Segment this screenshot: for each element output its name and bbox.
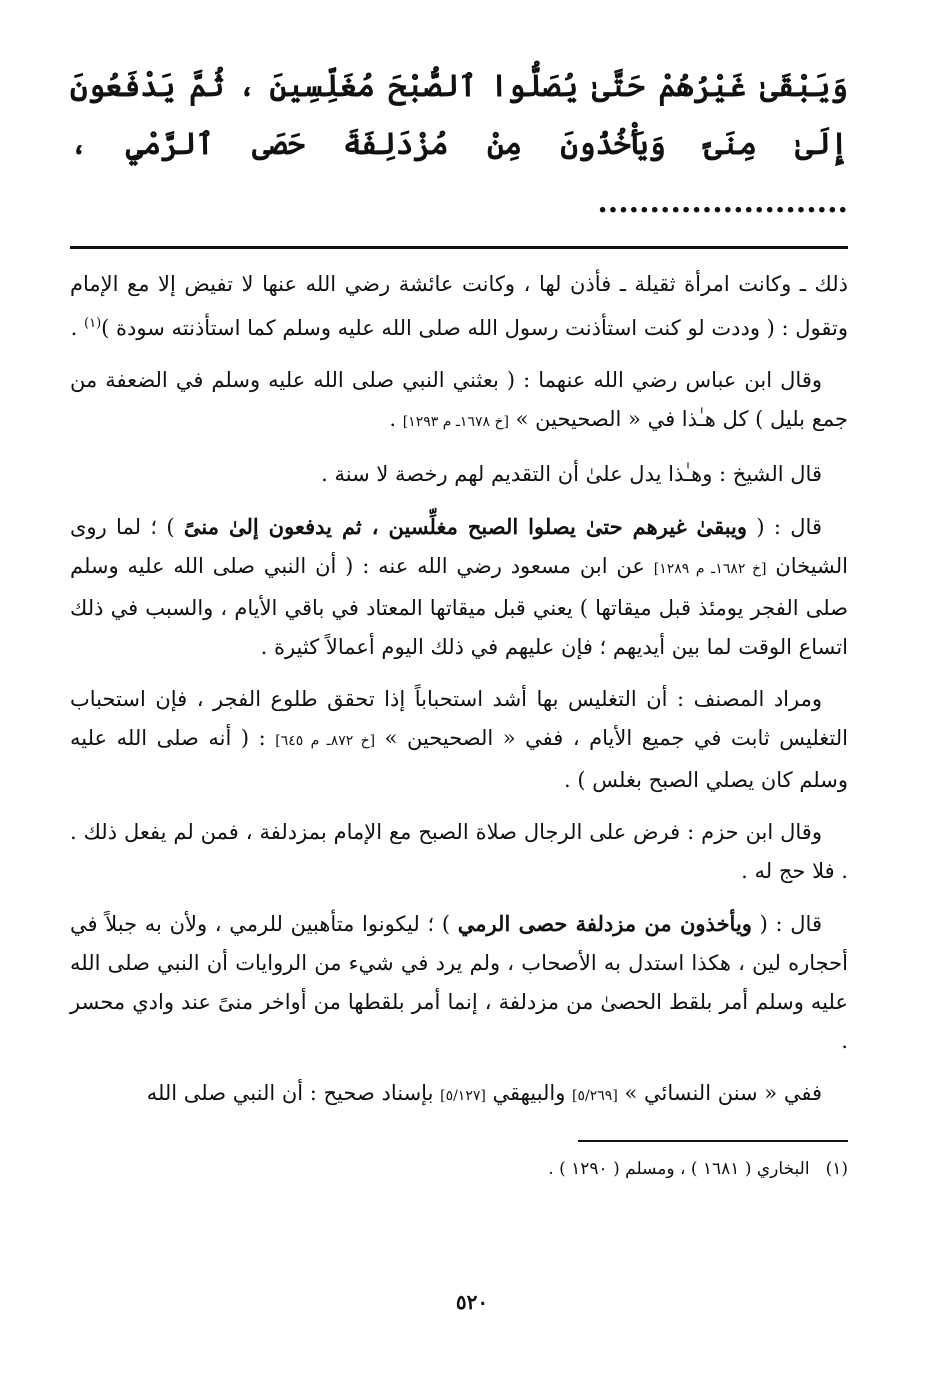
paragraph-2-text: وقال ابن عباس رضي الله عنهما : ( بعثني النبي صلى الله عليه وسلم في الضعفة من جمع بليل ) كل هـٰذا في « الصحيحين » xyxy=(70,368,848,431)
paragraph-3 xyxy=(70,455,848,494)
hadith-reference: [خ ١٦٨٢ـ م ١٢٨٩] xyxy=(653,561,767,577)
paragraph-4-end: عن ابن مسعود رضي الله عنه : ( أن النبي صلى الله عليه وسلم صلى الفجر يومئذ قبل ميقاتها ) يعني قبل ميقاتها المعتاد في باقي الأيام ، والسبب في ذلك اتساع الوقت لما بين أيديهم ؛ فإن عليهم في ذلك اليوم أعمالاً كثيرة . xyxy=(70,554,848,659)
paragraph-7-end: ) ؛ ليكونوا متأهبين للرمي ، ولأن به جبلاً في أحجاره لين ، هكذا استدل به الأصحاب ، ولم يرد في شيء من الروايات أن النبي صلى الله عليه وسلم أمر بلقط الحصىٰ من مزدلفة ، إنما أمر بلقطها من أواخر منىً عند وادي محسر . xyxy=(70,912,848,1053)
paragraph-8 xyxy=(70,1074,848,1116)
matn-dots: ........................ xyxy=(597,185,848,220)
paragraph-5 xyxy=(70,680,848,800)
paragraph-7 xyxy=(70,904,848,1061)
paragraph-4-text: قال : ( xyxy=(747,515,822,539)
paragraph-8-text: ففي « سنن النسائي » xyxy=(617,1081,822,1105)
hadith-reference: [خ ٨٧٢ـ م ٦٤٥] xyxy=(275,733,376,749)
hadith-reference: [خ ١٦٧٨ـ م ١٢٩٣] xyxy=(402,414,509,430)
paragraph-8-end: بإسناد صحيح : أن النبي صلى الله xyxy=(146,1081,441,1105)
hadith-reference: [٥/١٢٧] xyxy=(440,1088,486,1104)
footnote xyxy=(70,1154,848,1184)
matn-line: وَيَبْقَىٰ غَيْرُهُمْ حَتَّىٰ يُصَلُّوا ٱلصُّبْحَ مُغَلِّسِينَ ، ثُمَّ يَدْفَعُونَ إِلَىٰ مِنَىً وَيَأْخُذُونَ مِنْ مُزْدَلِفَةَ حَصَى ٱلرَّمْيِ ، xyxy=(70,69,848,162)
footnote-number: (١) xyxy=(825,1159,848,1179)
matn-text xyxy=(70,58,848,232)
paragraph-1-end: . xyxy=(70,316,85,340)
footnote-text: البخاري ( ١٦٨١ ) ، ومسلم ( ١٢٩٠ ) . xyxy=(548,1159,810,1179)
paragraph-1 xyxy=(70,265,848,348)
paragraph-2 xyxy=(70,361,848,442)
matn-divider xyxy=(70,246,848,249)
quoted-matn: ويأخذون من مزدلفة حصى الرمي xyxy=(457,911,752,936)
footnote-marker: (١) xyxy=(84,316,102,331)
paragraph-6-text: وقال ابن حزم : فرض على الرجال صلاة الصبح مع الإمام بمزدلفة ، فمن لم يفعل ذلك . . فلا حج له . xyxy=(70,820,848,883)
quoted-matn: ويبقىٰ غيرهم حتىٰ يصلوا الصبح مغلِّسين ، ثم يدفعون إلىٰ منىً xyxy=(183,514,748,539)
paragraph-4 xyxy=(70,507,848,667)
paragraph-5-end: : ( أنه صلى الله عليه وسلم كان يصلي الصبح بغلس ) . xyxy=(70,726,848,792)
footnote-divider xyxy=(578,1140,848,1142)
paragraph-4-middle: ) ؛ لما روى الشيخان xyxy=(70,515,849,578)
page-body xyxy=(70,58,848,1184)
paragraph-2-end: . xyxy=(389,407,403,431)
paragraph-3-text: قال الشيخ : وهـٰذا يدل علىٰ أن التقديم لهم رخصة لا سنة . xyxy=(321,462,822,486)
paragraph-1-text: ذلك ـ وكانت امرأة ثقيلة ـ فأذن لها ، وكانت عائشة رضي الله عنها لا تفيض إلا مع الإمام وتقول : ( وددت لو كنت استأذنت رسول الله صلى الله عليه وسلم كما استأذنته سودة ) xyxy=(70,272,848,340)
hadith-reference: [٥/٢٦٩] xyxy=(572,1088,618,1104)
paragraph-8-middle: والبيهقي xyxy=(485,1081,573,1105)
paragraph-5-text: ومراد المصنف : أن التغليس بها أشد استحباباً إذا تحقق طلوع الفجر ، فإن استحباب التغليس ثابت في جميع الأيام ، ففي « الصحيحين » xyxy=(70,687,849,750)
paragraph-6 xyxy=(70,813,848,891)
paragraph-7-text: قال : ( xyxy=(751,912,822,936)
page-number: ٥٢٠ xyxy=(455,1290,489,1314)
